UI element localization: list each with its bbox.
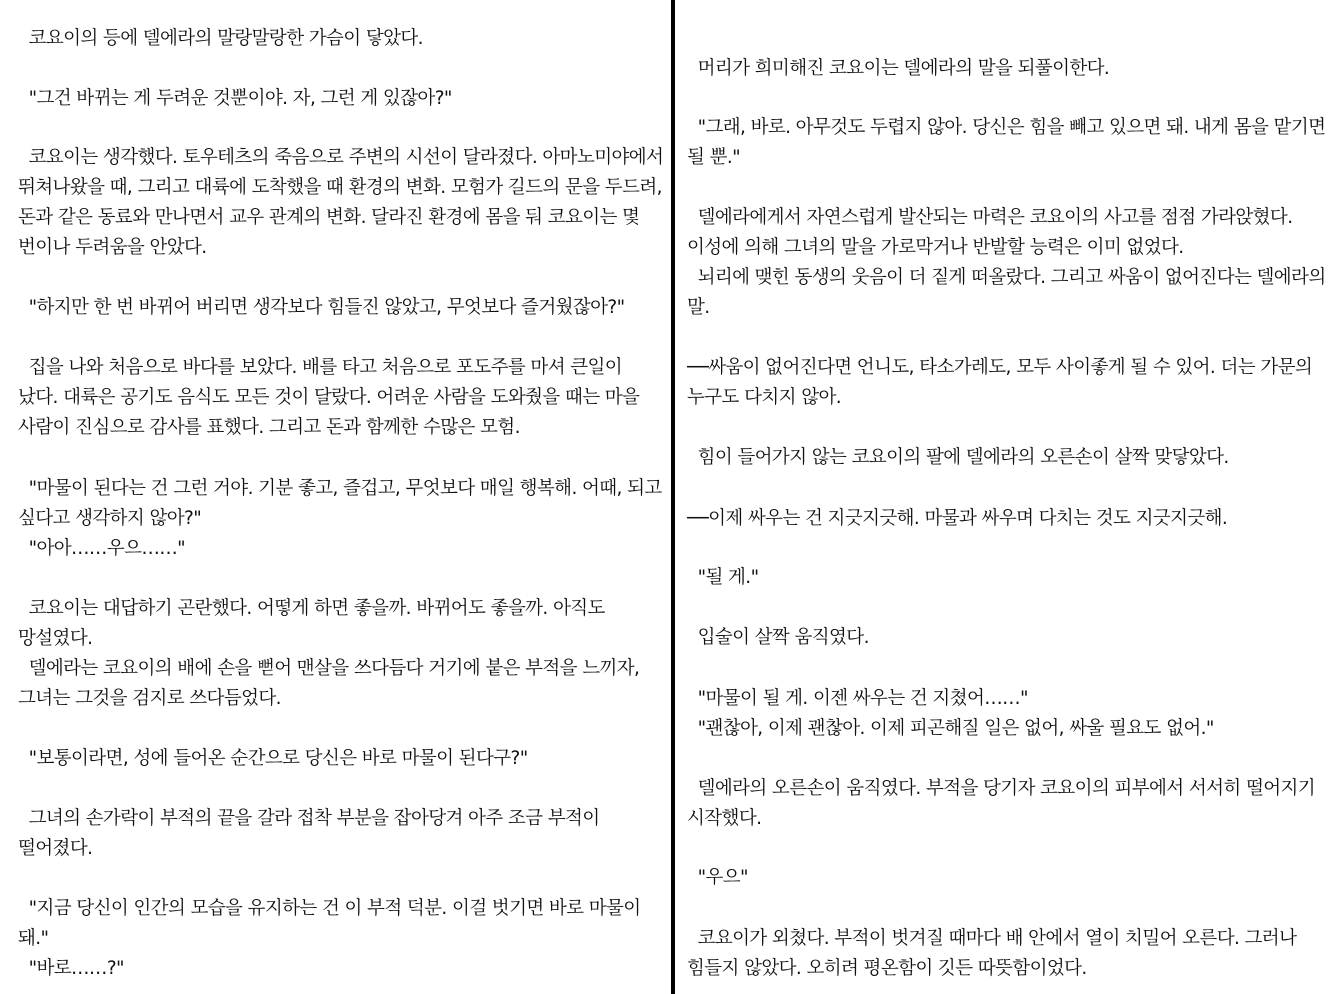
paragraph: "지금 당신이 인간의 모습을 유지하는 건 이 부적 덕분. 이걸 벗기면 바로 마물이 돼." "바로……?": [18, 898, 641, 979]
paragraph: 코요이가 외쳤다. 부적이 벗겨질 때마다 배 안에서 열이 치밀어 오른다. 그러나 힘들지 않았다. 오히려 평온함이 깃든 따뜻함이었다.: [687, 928, 1297, 979]
paragraph: "마물이 된다는 건 그런 거야. 기분 좋고, 즐겁고, 무엇보다 매일 행복해. 어때, 되고 싶다고 생각하지 않아?" "아아……우으……": [18, 478, 662, 559]
page-divider: [671, 0, 675, 994]
paragraph: 머리가 희미해진 코요이는 델에라의 말을 되풀이한다.: [687, 58, 1110, 79]
paragraph: "그건 바뀌는 게 두려운 것뿐이야. 자, 그런 게 있잖아?": [18, 88, 452, 109]
paragraph: "보통이라면, 성에 들어온 순간으로 당신은 바로 마물이 된다구?": [18, 748, 528, 769]
paragraph: 코요이는 생각했다. 토우테츠의 죽음으로 주변의 시선이 달라졌다. 아마노미야에서 뛰쳐나왔을 때, 그리고 대륙에 도착했을 때 환경의 변화. 모험가 길드의 문을 두드려, 돈과 같은 동료와 만나면서 교우 관계의 변화. 달라진 환경에 몸을 둬 코요이는 몇 번이나 두려움을 안았다.: [18, 147, 664, 258]
right-page: [677, 0, 1341, 994]
paragraph: 집을 나와 처음으로 바다를 보았다. 배를 타고 처음으로 포도주를 마셔 큰일이 났다. 대륙은 공기도 음식도 모든 것이 달랐다. 어려운 사람을 도와줬을 때는 마을 사람이 진심으로 감사를 표했다. 그리고 돈과 함께한 수많은 모험.: [18, 357, 640, 438]
paragraph: 힘이 들어가지 않는 코요이의 팔에 델에라의 오른손이 살짝 맞닿았다.: [687, 447, 1229, 468]
paragraph: 델에라의 오른손이 움직였다. 부적을 당기자 코요이의 피부에서 서서히 떨어지기 시작했다.: [687, 778, 1316, 829]
paragraph: "하지만 한 번 바뀌어 버리면 생각보다 힘들진 않았고, 무엇보다 즐거웠잖아?": [18, 297, 625, 318]
paragraph: 그녀의 손가락이 부적의 끝을 갈라 접착 부분을 잡아당겨 아주 조금 부적이 떨어졌다.: [18, 808, 600, 859]
paragraph: ──이제 싸우는 건 지긋지긋해. 마물과 싸우며 다치는 것도 지긋지긋해.: [687, 508, 1228, 529]
paragraph: 코요이의 등에 델에라의 말랑말랑한 가슴이 닿았다.: [18, 28, 423, 49]
paragraph: 입술이 살짝 움직였다.: [687, 627, 869, 648]
paragraph: ──싸움이 없어진다면 언니도, 타소가레도, 모두 사이좋게 될 수 있어. 더는 가문의 누구도 다치지 않아.: [687, 357, 1313, 408]
paragraph: 델에라에게서 자연스럽게 발산되는 마력은 코요이의 사고를 점점 가라앉혔다. 이성에 의해 그녀의 말을 가로막거나 반발할 능력은 이미 없었다. 뇌리에 맺힌 동생의 웃음이 더 짙게 떠올랐다. 그리고 싸움이 없어진다는 델에라의 말.: [687, 207, 1326, 318]
paragraph: 코요이는 대답하기 곤란했다. 어떻게 하면 좋을까. 바뀌어도 좋을까. 아직도 망설였다. 델에라는 코요이의 배에 손을 뻗어 맨살을 쓰다듬다 거기에 붙은 부적을 느끼자, 그녀는 그것을 검지로 쓰다듬었다.: [18, 598, 640, 709]
paragraph: "마물이 될 게. 이젠 싸우는 건 지쳤어……" "괜찮아, 이제 괜찮아. 이제 피곤해질 일은 없어, 싸울 필요도 없어.": [697, 688, 1214, 739]
paragraph: "그래, 바로. 아무것도 두렵지 않아. 당신은 힘을 빼고 있으면 돼. 내게 몸을 맡기면 될 뿐.": [687, 117, 1326, 168]
paragraph: "우으": [687, 867, 748, 888]
paragraph: "될 게.": [687, 567, 759, 588]
